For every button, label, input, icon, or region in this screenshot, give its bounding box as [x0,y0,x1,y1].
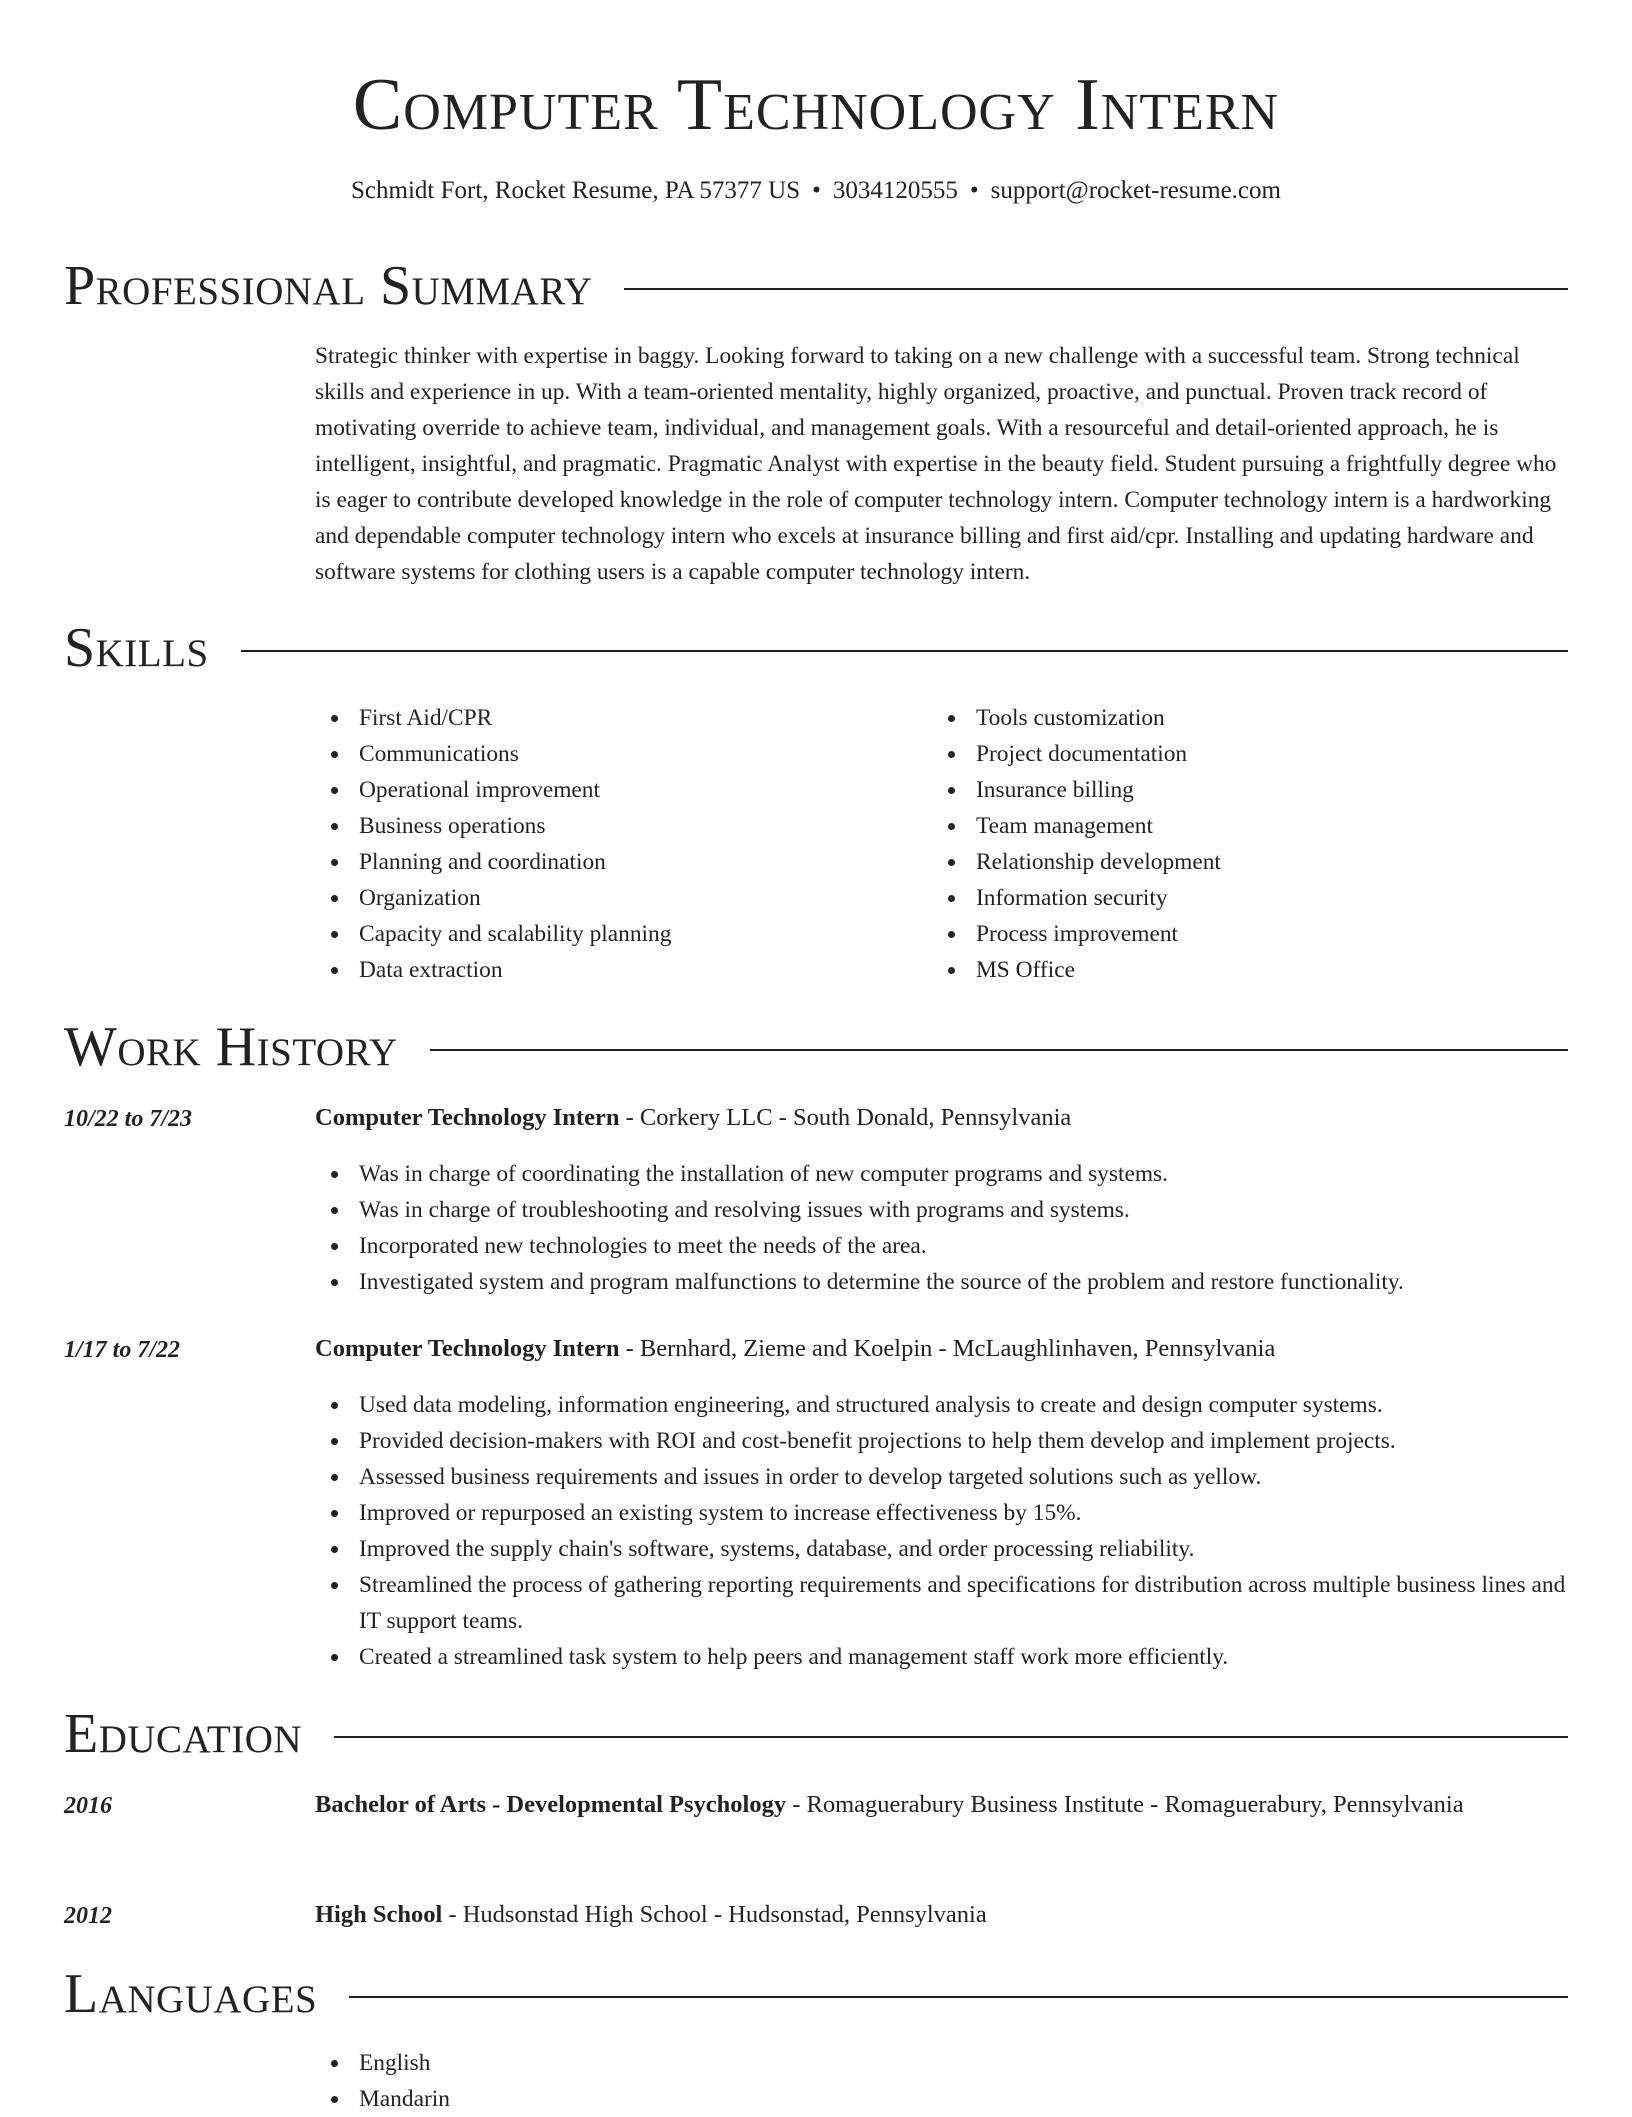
contact-separator: • [812,177,821,204]
degree: High School [315,1901,443,1928]
education-heading: Education [64,1703,303,1765]
skill-item: Business operations [315,808,915,844]
skills-heading: Skills [64,617,209,679]
phone: 3034120555 [832,177,958,204]
job-title-line [315,1329,1569,1369]
job-employer: - Bernhard, Zieme and Koelpin - McLaughlinhaven, Pennsylvania [619,1335,1276,1362]
email: support@rocket-resume.com [990,177,1281,204]
job-bullet: Was in charge of troubleshooting and resolving issues with programs and systems. [315,1192,1569,1228]
education-entry [315,1785,1569,1825]
job-title-line [315,1098,1569,1138]
languages-heading: Languages [64,1963,318,2025]
job-bullet: Streamlined the process of gathering reporting requirements and specifications for distribution across multiple business lines and IT support teams. [315,1567,1569,1639]
education-section-header [64,1702,1568,1766]
summary-section-header [64,254,1568,318]
job-bullet: Was in charge of coordinating the installation of new computer programs and systems. [315,1156,1569,1192]
job-title: Computer Technology Intern [315,1104,620,1131]
skill-item: Capacity and scalability planning [315,916,915,952]
job-employer: - Corkery LLC - South Donald, Pennsylvania [619,1104,1072,1131]
section-divider [430,1049,1568,1051]
section-divider [624,288,1568,290]
skill-item: Communications [315,736,915,772]
language-item: Mandarin [315,2081,1569,2117]
job-bullets [315,1387,1569,1675]
skills-section-header [64,616,1568,680]
skill-item: Planning and coordination [315,844,915,880]
job-title: Computer Technology Intern [315,1335,620,1362]
education-year: 2012 [64,1903,112,1929]
job-bullet: Provided decision-makers with ROI and cost-benefit projections to help them develop and implement projects. [315,1423,1569,1459]
skill-item: Insurance billing [932,772,1532,808]
skill-item: Organization [315,880,915,916]
job-bullets [315,1156,1569,1300]
summary-heading: Professional Summary [64,255,593,317]
section-divider [241,650,1568,652]
languages-section-header [64,1962,1568,2026]
candidate-name: Computer Technology Intern [352,64,1280,146]
skill-item: Operational improvement [315,772,915,808]
skills-list-right [932,700,1532,988]
languages-list [315,2045,1569,2117]
contact-line [64,174,1568,208]
skill-item: MS Office [932,952,1532,988]
summary-text: Strategic thinker with expertise in baggy. Looking forward to taking on a new challenge with a successful team. Strong technical skills and experience in up. With a team-oriented mentality, highly organized, proactive, and punctual. Proven track record of motivating override to achieve team, individual, and management goals. With a resourceful and detail-oriented approach, he is intelligent, insightful, and pragmatic. Pragmatic Analyst with expertise in the beauty field. Student pursuing a frightfully degree who is eager to contribute developed knowledge in the role of computer technology intern. Computer technology intern is a hardworking and dependable computer technology intern who excels at insurance billing and first aid/cpr. Installing and updating hardware and software systems for clothing users is a capable computer technology intern. [315,343,1557,585]
work-heading: Work History [64,1016,398,1078]
job-bullet: Improved or repurposed an existing system to increase effectiveness by 15%. [315,1495,1569,1531]
skill-item: Project documentation [932,736,1532,772]
school: - Hudsonstad High School - Hudsonstad, Pennsylvania [442,1901,987,1928]
job-bullet: Improved the supply chain's software, systems, database, and order processing reliability. [315,1531,1569,1567]
language-item: English [315,2045,1569,2081]
job-bullet: Investigated system and program malfunctions to determine the source of the problem and restore functionality. [315,1264,1569,1300]
job-dates: 10/22 to 7/23 [64,1106,193,1132]
school: - Romaguerabury Business Institute - Romaguerabury, Pennsylvania [786,1791,1464,1818]
job-bullet: Created a streamlined task system to help peers and management staff work more efficiently. [315,1639,1569,1675]
education-entry [315,1895,1569,1935]
skill-item: Process improvement [932,916,1532,952]
work-section-header [64,1015,1568,1079]
education-year: 2016 [64,1793,112,1819]
job-bullet: Assessed business requirements and issues in order to develop targeted solutions such as yellow. [315,1459,1569,1495]
skill-item: Tools customization [932,700,1532,736]
degree: Bachelor of Arts - Developmental Psychology [315,1791,787,1818]
section-divider [349,1996,1568,1998]
skill-item: Team management [932,808,1532,844]
job-dates: 1/17 to 7/22 [64,1337,181,1363]
skill-item: Data extraction [315,952,915,988]
skill-item: Information security [932,880,1532,916]
address: Schmidt Fort, Rocket Resume, PA 57377 US [351,177,801,204]
section-divider [334,1736,1568,1738]
skill-item: First Aid/CPR [315,700,915,736]
skills-list-left [315,700,915,988]
job-bullet: Incorporated new technologies to meet the needs of the area. [315,1228,1569,1264]
skill-item: Relationship development [932,844,1532,880]
contact-separator: • [969,177,979,204]
job-bullet: Used data modeling, information engineering, and structured analysis to create and design computer systems. [315,1387,1569,1423]
